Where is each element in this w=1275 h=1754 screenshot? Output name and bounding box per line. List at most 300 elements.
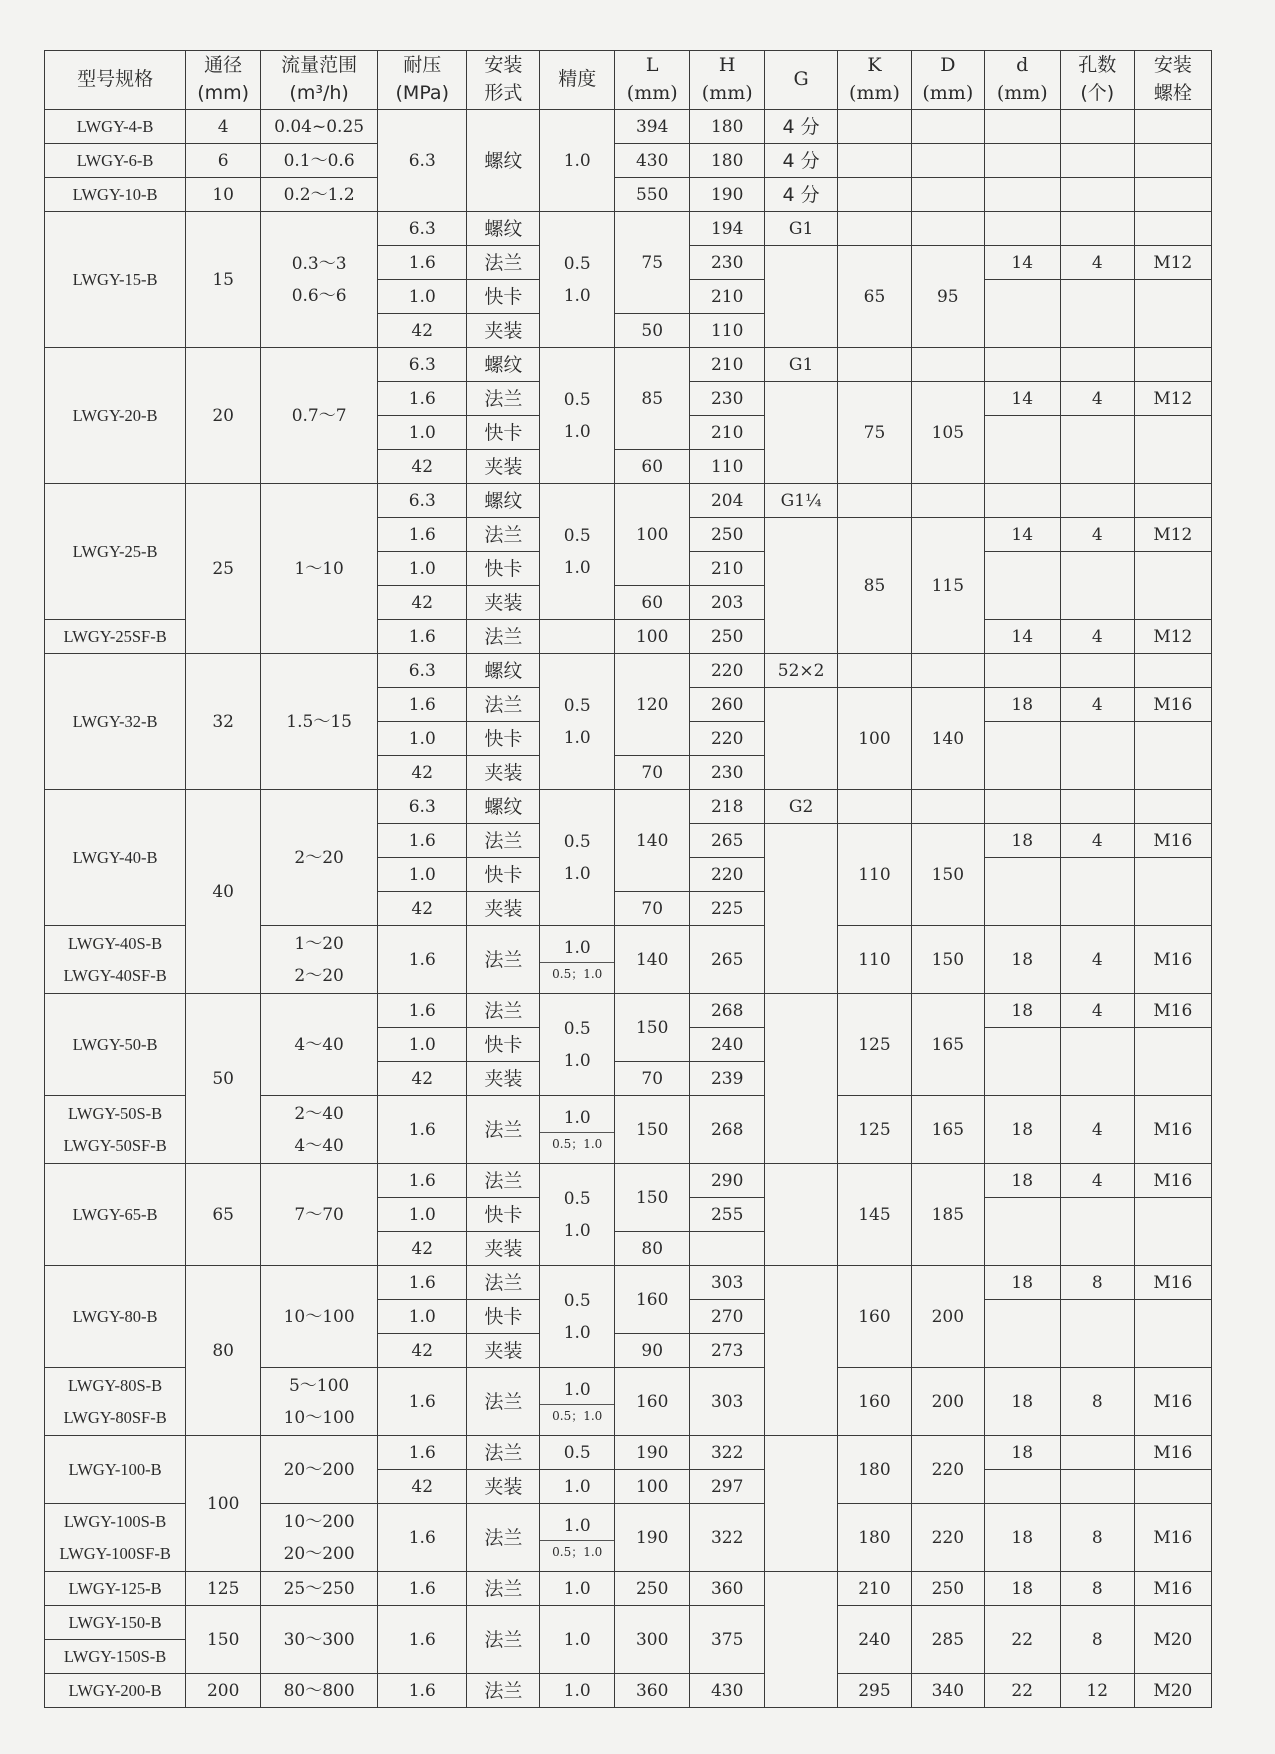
cell-text: 125 [206,1578,240,1599]
table-cell [690,756,765,790]
table-cell [378,756,467,790]
table-cell [378,994,467,1028]
table-cell [1134,280,1211,348]
cell-text: 1.6 [408,1442,436,1463]
table-cell [984,1096,1060,1164]
table-cell [838,144,912,178]
cell-text: 法兰 [484,1169,523,1192]
table-cell [690,416,765,450]
table-cell [378,280,467,314]
cell-text: 8 [1091,1391,1103,1412]
table-cell [467,1606,540,1674]
table-cell [467,994,540,1028]
table-cell [911,926,984,994]
cell-text: 268 [710,1119,744,1140]
cell-text: LWGY-65-B [72,1204,158,1224]
cell-text: 4 [1091,694,1103,715]
table-cell [261,348,378,484]
cell-text: 15 [212,269,234,290]
cell-text: 夹装 [484,455,523,478]
table-cell [765,1164,838,1266]
table-cell [765,144,838,178]
cell-text: 夹装 [484,897,523,920]
table-cell [1060,1504,1134,1572]
table-cell [467,1164,540,1198]
table-cell [690,314,765,348]
cell-text: 法兰 [484,1441,523,1464]
table-cell [186,110,261,144]
table-cell [1134,620,1211,654]
table-cell [615,110,690,144]
cell-text: 200 [931,1306,965,1327]
cell-text: 30～300 [283,1629,355,1650]
table-cell [467,858,540,892]
cell-text: 220 [931,1527,965,1548]
cell-text: 1.0 [408,422,436,443]
cell-text: 225 [710,898,744,919]
table-cell [984,212,1060,246]
column-header-line: (mm) [849,82,900,104]
table-row [45,1266,1212,1300]
table-cell [984,790,1060,824]
column-header [765,51,838,110]
table-cell [1060,1198,1134,1266]
table-cell [1060,382,1134,416]
cell-text: 快卡 [484,285,523,308]
table-cell [467,484,540,518]
cell-text: 螺纹 [484,217,523,240]
cell-text: 快卡 [484,1203,523,1226]
table-cell [1134,246,1211,280]
table-cell [467,654,540,688]
table-cell [615,178,690,212]
cell-text: 185 [931,1204,965,1225]
column-header [378,51,467,110]
table-cell [186,348,261,484]
table-cell [615,450,690,484]
cell-text: M16 [1153,694,1193,715]
table-cell [378,484,467,518]
table-cell [765,348,838,382]
cell-text: 4 [1091,949,1103,970]
table-cell [984,552,1060,620]
cell-text: 法兰 [484,1577,523,1600]
table-cell [467,110,540,212]
table-cell [186,178,261,212]
cell-text: 180 [858,1527,891,1548]
cell-text: 85 [863,575,886,596]
cell-text: LWGY-100S-B [63,1511,167,1531]
cell-text: 0.7～7 [291,405,347,426]
cell-text: 25 [212,558,234,579]
table-cell [378,1232,467,1266]
table-cell [261,1266,378,1368]
accuracy-value: 1.0 [540,1376,614,1405]
table-cell [540,484,615,620]
table-cell [1134,416,1211,484]
cell-text: 1.0 [408,864,436,885]
table-cell [1134,1606,1211,1674]
table-cell [615,1572,690,1606]
table-cell [1134,926,1211,994]
table-cell [378,1028,467,1062]
cell-text: LWGY-150S-B [63,1646,167,1666]
table-cell [765,654,838,688]
cell-text: 夹装 [484,591,523,614]
table-cell [1134,1164,1211,1198]
table-cell [1060,722,1134,790]
table-cell [261,926,378,994]
table-cell [615,756,690,790]
cell-text: 螺纹 [484,795,523,818]
model-cell [45,1266,186,1368]
table-row [45,144,1212,178]
cell-text: LWGY-10-B [72,184,158,204]
cell-text: 8 [1091,1578,1103,1599]
cell-text: 200 [206,1680,240,1701]
table-cell [838,1674,912,1708]
table-cell [615,1096,690,1164]
cell-text: 360 [710,1578,744,1599]
table-cell [838,1266,912,1368]
cell-text: 1.0 [563,1220,591,1241]
cell-text: 240 [710,1034,744,1055]
table-cell [984,858,1060,926]
table-row [45,1606,1212,1640]
model-cell [45,1640,186,1674]
cell-text: 0.5 [563,1290,591,1311]
table-cell [1134,1028,1211,1096]
table-cell [984,1436,1060,1470]
cell-text: 法兰 [484,1118,523,1141]
cell-text: 90 [641,1340,664,1361]
cell-text: 1.0 [563,727,591,748]
table-cell [378,1164,467,1198]
column-header [984,51,1060,110]
cell-text: 法兰 [484,1271,523,1294]
column-header [911,51,984,110]
table-cell [765,246,838,348]
table-cell [467,892,540,926]
table-cell [838,212,912,246]
cell-text: 10 [212,184,234,205]
table-cell [1060,994,1134,1028]
cell-text: 80 [641,1238,664,1259]
cell-text: 190 [710,184,744,205]
table-cell [690,1232,765,1266]
table-cell [690,790,765,824]
table-cell [467,722,540,756]
table-cell [540,654,615,790]
cell-text: LWGY-32-B [72,711,158,731]
cell-text: 194 [710,218,744,239]
cell-text: 80 [212,1340,234,1361]
table-cell [1134,688,1211,722]
table-cell [467,1334,540,1368]
cell-text: 394 [635,116,669,137]
cell-text: 4 [1091,830,1103,851]
column-header-line: 耐压 [403,54,442,77]
table-cell [984,994,1060,1028]
table-cell [911,212,984,246]
table-cell [378,1096,467,1164]
cell-text: 法兰 [484,829,523,852]
cell-text: 法兰 [484,948,523,971]
table-cell [911,348,984,382]
table-cell [261,1368,378,1436]
cell-text: 20 [212,405,234,426]
accuracy-value: 1.0 [540,1104,614,1133]
table-cell [690,858,765,892]
table-cell [1060,1164,1134,1198]
table-cell [1060,1300,1134,1368]
table-cell [467,1674,540,1708]
cell-text: 10～200 [283,1511,355,1532]
table-cell [984,518,1060,552]
table-cell [261,144,378,178]
table-cell [378,552,467,586]
table-cell [911,994,984,1096]
table-cell [467,790,540,824]
cell-text: 50 [212,1068,234,1089]
cell-text: 180 [858,1459,891,1480]
table-cell [615,994,690,1062]
cell-text: 85 [641,388,664,409]
table-cell [838,994,912,1096]
cell-text: 0.5 [563,525,591,546]
cell-text: 1.6 [408,1578,436,1599]
cell-text: 4 [1091,626,1103,647]
cell-text: 1.6 [408,388,436,409]
cell-text: 法兰 [484,1526,523,1549]
table-cell [615,892,690,926]
table-cell [378,824,467,858]
table-cell [378,654,467,688]
table-cell [984,824,1060,858]
table-cell [1060,416,1134,484]
cell-text: 42 [411,456,434,477]
cell-text: 6 [217,150,229,171]
table-cell [615,586,690,620]
table-cell [467,1504,540,1572]
model-cell [45,994,186,1096]
cell-text: 80～800 [283,1680,355,1701]
table-cell [765,484,838,518]
table-cell [1060,1606,1134,1674]
table-cell [1060,1028,1134,1096]
column-header-line: 流量范围 [281,54,358,77]
table-cell [911,1164,984,1266]
cell-text: 4 分 [782,115,820,138]
table-cell [261,178,378,212]
cell-text: 218 [710,796,744,817]
table-cell [911,1606,984,1674]
cell-text: 120 [635,694,669,715]
cell-text: M16 [1153,949,1193,970]
table-cell [984,1198,1060,1266]
table-cell [911,1674,984,1708]
cell-text: 0.3～3 [291,253,347,274]
table-cell [378,1368,467,1436]
cell-text: M16 [1153,1578,1193,1599]
table-cell [1134,1368,1211,1436]
table-cell [911,1096,984,1164]
column-header-line: 精度 [558,68,597,91]
table-row [45,1572,1212,1606]
table-cell [540,1096,615,1164]
cell-text: 75 [863,422,886,443]
table-cell [690,1198,765,1232]
table-cell [1060,1266,1134,1300]
cell-text: 4～40 [294,1034,344,1055]
cell-text: 螺纹 [484,489,523,512]
cell-text: 14 [1011,388,1034,409]
cell-text: LWGY-40S-B [68,933,163,953]
cell-text: 夹装 [484,319,523,342]
table-cell [911,246,984,348]
table-cell [690,1266,765,1300]
table-cell [378,1572,467,1606]
table-cell [984,1266,1060,1300]
table-cell [467,586,540,620]
column-header-line: 孔数 [1078,54,1117,77]
table-cell [378,1470,467,1504]
table-cell [984,144,1060,178]
table-cell [261,1674,378,1708]
table-cell [378,416,467,450]
table-cell [1060,110,1134,144]
cell-text: 6.3 [408,796,436,817]
table-cell [1060,246,1134,280]
table-cell [261,1164,378,1266]
cell-text: 法兰 [484,251,523,274]
cell-text: 0.5 [563,1018,591,1039]
table-cell [186,1606,261,1674]
table-cell [261,110,378,144]
cell-text: 190 [635,1442,669,1463]
cell-text: 240 [858,1629,891,1650]
cell-text: 42 [411,1068,434,1089]
column-header [690,51,765,110]
cell-text: 1.0 [408,286,436,307]
table-cell [690,994,765,1028]
cell-text: M16 [1153,1272,1193,1293]
table-cell [1134,790,1211,824]
table-cell [1060,654,1134,688]
table-cell [765,824,838,994]
table-cell [615,484,690,586]
table-cell [765,212,838,246]
cell-text: 8 [1091,1527,1103,1548]
table-cell [838,1572,912,1606]
table-row [45,994,1212,1028]
table-row [45,348,1212,382]
table-cell [984,348,1060,382]
table-cell [186,1436,261,1572]
cell-text: 1.6 [408,1170,436,1191]
table-cell [690,518,765,552]
cell-text: 1.6 [408,626,436,647]
cell-text: 8 [1091,1629,1103,1650]
table-cell [984,1368,1060,1436]
table-cell [1134,1674,1211,1708]
cell-text: 210 [858,1578,891,1599]
cell-text: 1～20 [294,933,344,954]
cell-text: 1.0 [563,421,591,442]
header-row [45,51,1212,110]
cell-text: M20 [1153,1680,1193,1701]
cell-text: 1.0 [563,150,591,171]
table-cell [690,280,765,314]
table-cell [911,1436,984,1504]
cell-text: 1.6 [408,1629,436,1650]
table-cell [540,1266,615,1368]
column-header [838,51,912,110]
cell-text: 160 [635,1289,669,1310]
table-cell [1134,178,1211,212]
cell-text: 25～250 [283,1578,355,1599]
column-header-line: (mm) [922,82,974,104]
cell-text: 150 [635,1017,669,1038]
cell-text: 255 [710,1204,744,1225]
cell-text: 法兰 [484,999,523,1022]
cell-text: 160 [858,1306,891,1327]
table-cell [186,484,261,654]
table-cell [1134,654,1211,688]
table-cell [690,926,765,994]
table-cell [378,1300,467,1334]
cell-text: 10～100 [283,1407,355,1428]
cell-text: 1.0 [408,1204,436,1225]
cell-text: 100 [858,728,891,749]
table-cell [540,790,615,926]
cell-text: 70 [641,762,664,783]
model-cell [45,178,186,212]
table-cell [765,1572,838,1708]
table-cell [186,1572,261,1606]
cell-text: LWGY-6-B [76,150,154,170]
table-cell [984,280,1060,348]
cell-text: 18 [1011,1442,1034,1463]
table-cell [690,450,765,484]
column-header-line: d [1016,54,1029,77]
table-cell [1134,212,1211,246]
cell-text: M16 [1153,1391,1193,1412]
table-cell [838,1096,912,1164]
table-cell [540,348,615,484]
table-cell [911,1572,984,1606]
accuracy-option: 0.5；1.0 [552,967,603,981]
table-cell [984,722,1060,790]
table-cell [1060,178,1134,212]
column-header-line: K [867,54,882,77]
cell-text: 1.0 [563,1476,591,1497]
table-cell [261,212,378,348]
model-cell [45,926,186,994]
cell-text: 14 [1011,524,1034,545]
cell-text: 180 [710,116,744,137]
cell-text: 297 [710,1476,744,1497]
model-cell [45,1368,186,1436]
cell-text: 1.6 [408,1272,436,1293]
cell-text: 265 [710,949,744,970]
table-cell [690,1062,765,1096]
cell-text: 200 [931,1391,965,1412]
cell-text: 6.3 [408,150,436,171]
table-cell [984,926,1060,994]
table-cell [1134,110,1211,144]
table-cell [467,212,540,246]
